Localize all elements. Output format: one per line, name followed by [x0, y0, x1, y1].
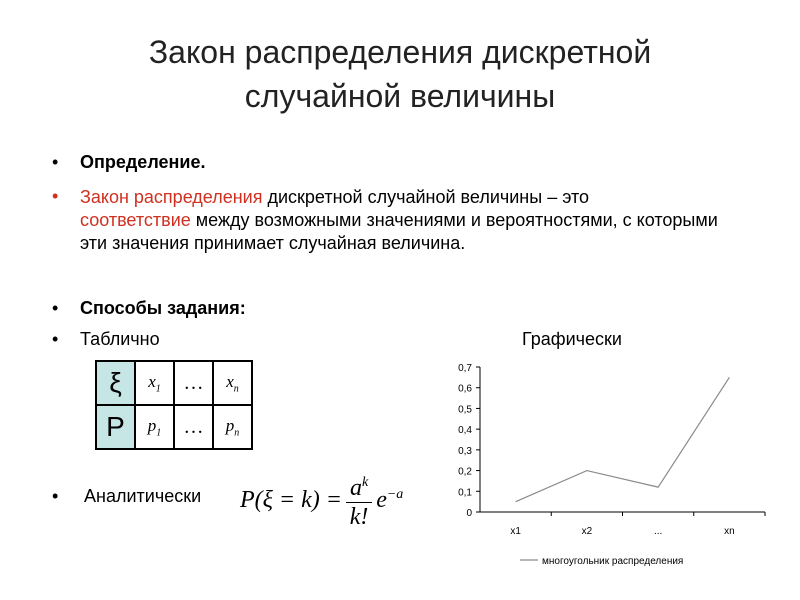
table-row [96, 405, 252, 449]
graphical-label-wrap [522, 327, 622, 351]
y-tick-label: 0,5 [458, 404, 472, 416]
analytical-label: Аналитически [84, 486, 202, 506]
formula-numerator: $a^k$ [346, 469, 372, 503]
table-cell-x1: $x_1$ [135, 361, 174, 405]
y-tick-label: 0,2 [458, 466, 472, 478]
bullet-dot: • [52, 152, 59, 172]
y-tick-label: 0 [466, 508, 472, 519]
slide-title [0, 30, 800, 118]
definition-text [80, 186, 720, 255]
legend-label: многоугольник распределения [542, 556, 684, 567]
graphical-label: Графически [522, 329, 622, 349]
table-head-p: P [96, 405, 135, 449]
definition-term: Закон распределения [80, 187, 263, 207]
poisson-formula [240, 470, 403, 530]
y-tick-label: 0,1 [458, 487, 472, 499]
formula-denominator: k! [349, 504, 369, 530]
bullet-dot: • [52, 298, 59, 318]
formula-lhs: P(ξ = k) = [240, 486, 342, 513]
distribution-table [95, 360, 253, 450]
table-cell-p1: $p_1$ [135, 405, 174, 449]
table-cell-ellipsis: … [174, 361, 213, 405]
table-cell-xn: $x_n$ [213, 361, 252, 405]
definition-correspondence: соответствие [80, 210, 191, 230]
table-head-xi: ξ [96, 361, 135, 405]
title-line-2: случайной величины [244, 78, 556, 114]
table-cell-ellipsis: … [174, 405, 213, 449]
definition-part-1: дискретной случайной величины – это [262, 187, 590, 207]
y-tick-label: 0,7 [458, 363, 472, 374]
x-tick-label: ... [653, 526, 663, 537]
formula-fraction [346, 469, 372, 531]
y-tick-label: 0,4 [458, 425, 472, 437]
bullet-dot: • [52, 186, 59, 206]
methods-heading: Способы задания: [80, 298, 246, 318]
definition-heading: Определение. [80, 152, 206, 172]
formula-exponential: $e^{-a}$ [376, 486, 404, 513]
series-line [516, 377, 730, 501]
x-tick-label: x2 [581, 526, 593, 537]
y-tick-label: 0,3 [458, 445, 472, 457]
table-cell-pn: $p_n$ [213, 405, 252, 449]
x-tick-label: xn [724, 526, 735, 537]
bullet-dot: • [52, 486, 59, 506]
title-line-1: Закон распределения дискретной [148, 34, 652, 70]
y-tick-label: 0,6 [458, 383, 472, 395]
tabular-label: Таблично [80, 329, 160, 349]
distribution-polygon-chart [420, 350, 780, 580]
bullet-dot: • [52, 329, 59, 349]
table-row [96, 361, 252, 405]
x-tick-label: x1 [510, 526, 521, 537]
definition-part-2: между возможными значениями и вероятностями, с которыми эти значения принимает случайная величина. [80, 210, 718, 253]
